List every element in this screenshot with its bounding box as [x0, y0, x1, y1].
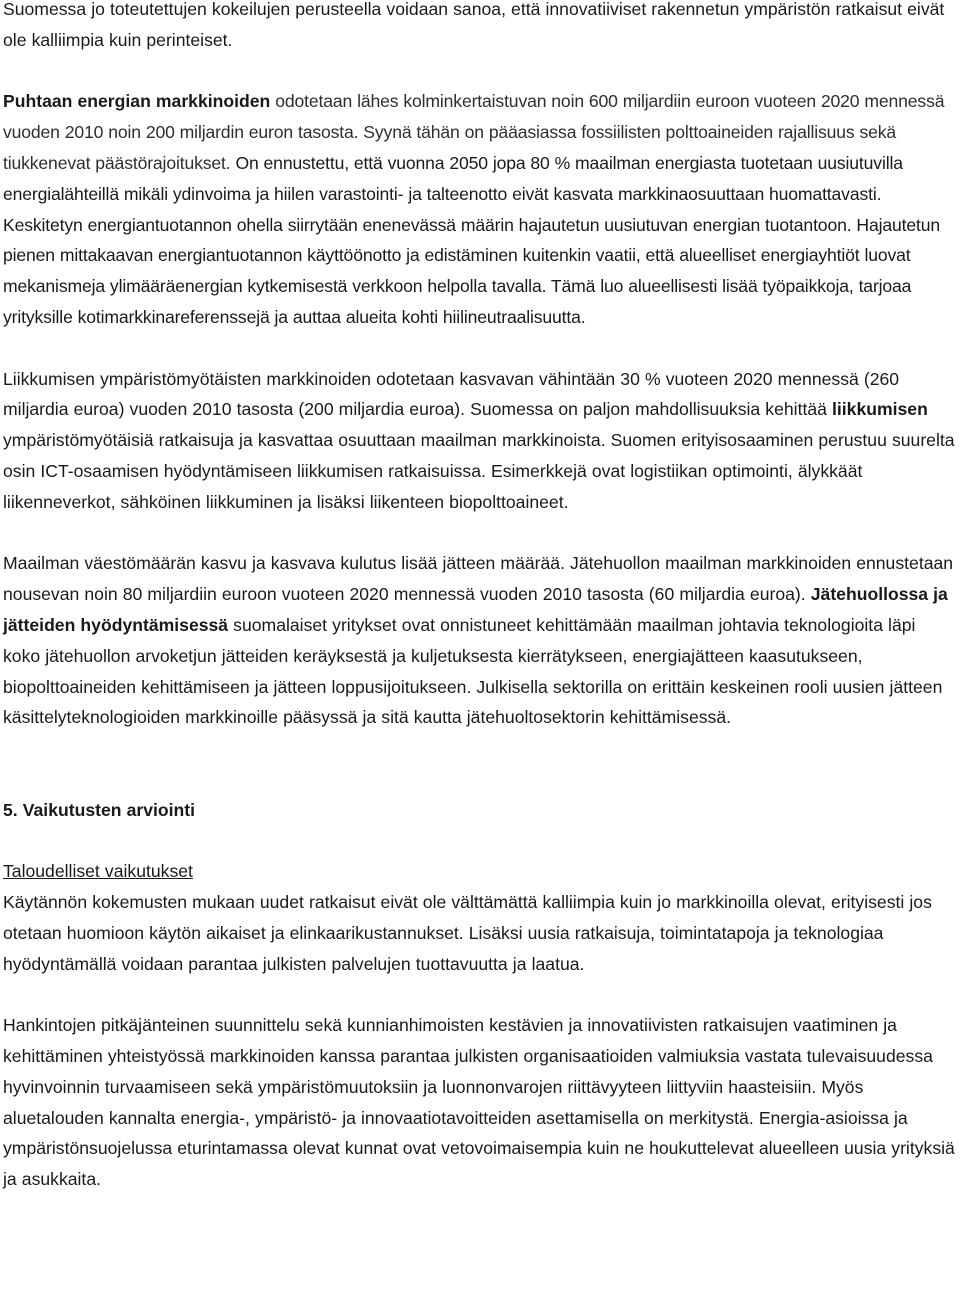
spacer [3, 733, 957, 795]
spacer [3, 56, 957, 87]
economic-effects-text: Käytännön kokemusten mukaan uudet ratkaisut eivät ole välttämättä kalliimpia kuin jo markkinoilla olevat, erityisesti jos otetaan huomioon käytön aikaiset ja elinkaarikustannukset. Lisäksi uusia ratkaisuja, toimintatapoja ja teknologiaa hyödyntämällä voidaan parantaa julkisten palvelujen tuottavuutta ja laatua. [3, 892, 932, 974]
clean-energy-text-part2: On ennustettu, että vuonna 2050 jopa 80 % maailman energiasta tuotetaan uusiutuvilla energialähteillä mikäli ydinvoima ja hiilen varastointi- ja talteenotto eivät kasvata markkinaosuuttaan huomattavasti. Keskitetyn energiantuotannon ohella siirrytään enenevässä määrin hajautetun uusiutuvan energian tuotantoon. Hajautetun pienen mittakaavan energiantuotannon käyttöönotto ja edistäminen kuitenkin vaatii, että alueelliset energiayhtiöt luovat mekanismeja ylimääräenergian kytkemisestä verkkoon helpolla tavalla. Tämä luo alueellisesti lisää työpaikkoja, tarjoaa yrityksille kotimarkkinareferenssejä ja auttaa alueita kohti hiilineutraalisuutta. [3, 152, 940, 327]
waste-bold-term: Jätehuollossa ja jätteiden hyödyntämisessä [3, 584, 948, 635]
paragraph-clean-energy [3, 86, 957, 332]
paragraph-procurement [3, 1010, 957, 1195]
spacer [3, 518, 957, 549]
paragraph-intro [3, 0, 957, 56]
clean-energy-bold-term: Puhtaan energian markkinoiden [3, 91, 271, 112]
waste-text-part1: Maailman väestömäärän kasvu ja kasvava kulutus lisää jätteen määrää. Jätehuollon maailman markkinoiden ennustetaan nousevan noin 80 miljardiin euroon vuoteen 2020 mennessä vuoden 2010 tasosta (60 miljardia euroa). [3, 553, 954, 605]
mobility-bold-term: liikkumisen [832, 399, 928, 420]
spacer [3, 826, 957, 857]
paragraph-economic-effects [3, 887, 957, 979]
document-page [3, 0, 957, 1195]
section-heading: 5. Vaikutusten arviointi [3, 799, 196, 820]
paragraph-waste [3, 548, 957, 733]
paragraph-intro-text: Suomessa jo toteutettujen kokeilujen perusteella voidaan sanoa, että innovatiiviset rakennetun ympäristön ratkaisut eivät ole kalliimpia kuin perinteiset. [3, 0, 945, 50]
clean-energy-text-part1: odotetaan lähes kolminkertaistuvan noin 600 miljardiin euroon vuoteen 2020 mennessä vuoden 2010 noin 200 miljardin euron tasosta. Syynä tähän on pääasiassa fossiilisten polttoaineiden rajallisuus sekä tiukkenevat päästörajoitukset. [3, 91, 945, 173]
procurement-text: Hankintojen pitkäjänteinen suunnittelu sekä kunnianhimoisten kestävien ja innovatiivisten ratkaisujen vaatiminen ja kehittäminen yhteistyössä markkinoiden kanssa parantaa julkisten organisaatioiden valmiuksia vastata tulevaisuudessa hyvinvoinnin turvaamiseen sekä ympäristömuutoksiin ja luonnonvarojen riittävyyteen liittyviin haasteisiin. Myös aluetalouden kannalta energia-, ympäristö- ja innovaatiotavoitteiden asettamisella on merkitystä. Energia-asioissa ja ympäristönsuojelussa eturintamassa olevat kunnat ovat vetovoimaisempia kuin ne houkuttelevat alueelleen uusia yrityksiä ja asukkaita. [3, 1015, 955, 1190]
paragraph-mobility [3, 364, 957, 518]
waste-text-part2: suomalaiset yritykset ovat onnistuneet kehittämään maailman johtavia teknologioita läpi koko jätehuollon arvoketjun jätteiden keräyksestä ja kuljetuksesta kierrätykseen, energiajätteen kaasutukseen, biopolttoaineiden kehittämiseen ja jätteen loppusijoitukseen. Julkisella sektorilla on erittäin keskeinen rooli uusien jätteen käsittelyteknologioiden markkinoille pääsyssä ja sitä kautta jätehuoltosektorin kehittämisessä. [3, 614, 943, 728]
mobility-text-part2: ympäristömyötäisiä ratkaisuja ja kasvattaa osuuttaan maailman markkinoista. Suomen erityisosaaminen perustuu suurelta osin ICT-osaamisen hyödyntämiseen liikkumisen ratkaisuissa. Esimerkkejä ovat logistiikan optimointi, älykkäät liikenneverkot, sähköinen liikkuminen ja lisäksi liikenteen biopolttoaineet. [3, 430, 955, 512]
section-subheading: Taloudelliset vaikutukset [3, 861, 193, 882]
mobility-text-part1: Liikkumisen ympäristömyötäisten markkinoiden odotetaan kasvavan vähintään 30 % vuoteen 2020 mennessä (260 miljardia euroa) vuoden 2010 tasosta (200 miljardia euroa). Suomessa on paljon mahdollisuuksia kehittää [3, 368, 900, 420]
spacer [3, 333, 957, 364]
spacer [3, 980, 957, 1011]
